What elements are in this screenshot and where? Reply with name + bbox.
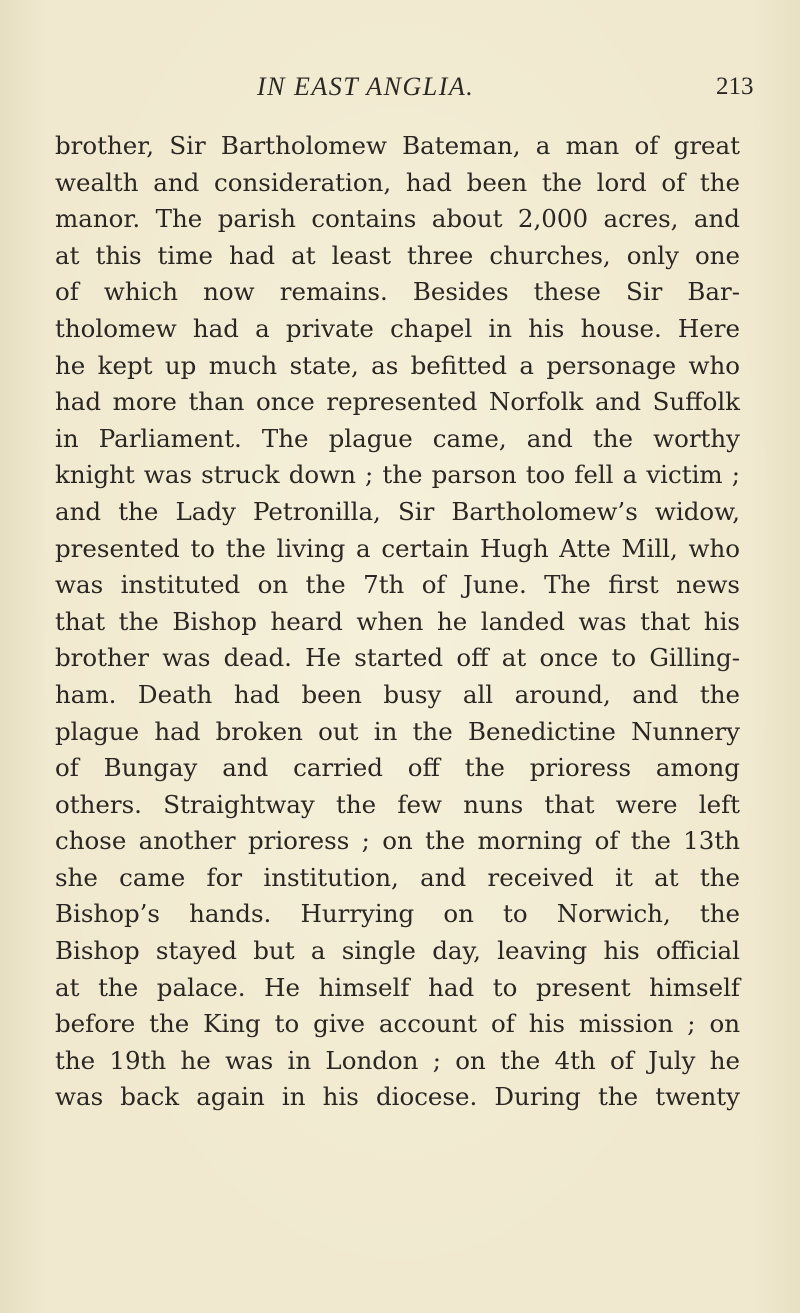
- text-line: of which now remains. Besides these Sir Bar-: [55, 277, 740, 307]
- body-text: [55, 128, 740, 1116]
- running-title: IN EAST ANGLIA.: [257, 72, 475, 101]
- text-line: the 19th he was in London ; on the 4th of July he: [55, 1045, 740, 1075]
- text-line: he kept up much state, as befitted a personage who: [55, 350, 740, 380]
- text-line: knight was struck down ; the parson too fell a victim ;: [55, 460, 740, 490]
- text-line: others. Straightway the few nuns that were left: [55, 789, 740, 819]
- text-line: brother, Sir Bartholomew Bateman, a man of great: [55, 131, 740, 160]
- text-line: presented to the living a certain Hugh Atte Mill, who: [55, 533, 740, 563]
- text-line: was instituted on the 7th of June. The first news: [55, 570, 740, 600]
- text-line: had more than once represented Norfolk and Suffolk: [55, 387, 740, 417]
- text-line: in Parliament. The plague came, and the worthy: [55, 423, 740, 453]
- text-line: plague had broken out in the Benedictine Nunnery: [55, 716, 740, 746]
- text-line: was back again in his diocese. During the twenty: [55, 1082, 740, 1112]
- text-line: that the Bishop heard when he landed was that his: [55, 606, 740, 636]
- text-line: Bishop’s hands. Hurrying on to Norwich, the: [55, 899, 740, 929]
- text-line: she came for institution, and received it at the: [55, 862, 740, 892]
- text-line: before the King to give account of his mission ; on: [55, 1009, 740, 1039]
- text-line: chose another prioress ; on the morning of the 13th: [55, 826, 740, 856]
- running-head: [0, 72, 800, 112]
- text-line: tholomew had a private chapel in his house. Here: [55, 313, 740, 343]
- text-line: of Bungay and carried off the prioress among: [55, 753, 740, 783]
- text-line: and the Lady Petronilla, Sir Bartholomew’s widow,: [55, 496, 740, 526]
- text-line: Bishop stayed but a single day, leaving his official: [55, 936, 740, 966]
- page-number: 213: [716, 73, 754, 100]
- text-line: at this time had at least three churches, only one: [55, 240, 740, 270]
- text-line: manor. The parish contains about 2,000 acres, and: [55, 204, 740, 234]
- text-line: at the palace. He himself had to present himself: [55, 972, 740, 1002]
- text-line: ham. Death had been busy all around, and the: [55, 679, 740, 709]
- text-line: wealth and consideration, had been the lord of the: [55, 167, 740, 197]
- text-line: brother was dead. He started off at once to Gilling-: [55, 643, 740, 673]
